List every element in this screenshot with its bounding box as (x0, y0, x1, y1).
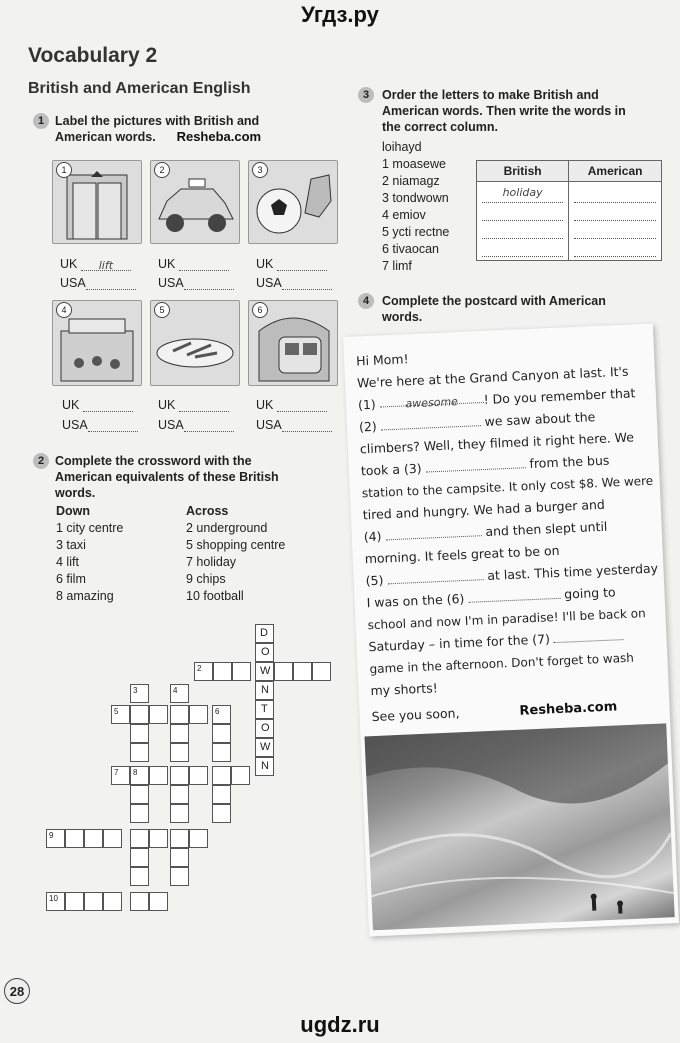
crossword-cell[interactable] (46, 829, 65, 848)
crossword-cell[interactable] (189, 766, 208, 785)
crossword-cell[interactable] (65, 829, 84, 848)
crossword-cell[interactable] (212, 743, 231, 762)
answer-line[interactable] (482, 203, 563, 221)
crossword-cell[interactable] (170, 684, 189, 703)
pic3-usa-answer[interactable] (282, 277, 332, 290)
crossword-cell[interactable] (255, 643, 274, 662)
across-clue: 5 shopping centre (186, 538, 286, 552)
crossword-cell[interactable] (130, 684, 149, 703)
gap-number: took a (3) (360, 460, 422, 479)
clue-number: 10 (49, 894, 58, 903)
postcard-line: my shorts! (370, 680, 438, 699)
crossword-cell[interactable] (274, 662, 293, 681)
crossword-cell[interactable] (170, 848, 189, 867)
gap-2[interactable] (380, 412, 481, 430)
postcard-line: school and now I'm in paradise! I'll be back on (367, 606, 646, 633)
pic5-usa-label (158, 418, 234, 432)
crossword-cell[interactable] (255, 662, 274, 681)
picture-number: 6 (252, 302, 268, 318)
crossword-cell[interactable] (84, 892, 103, 911)
pic6-usa-answer[interactable] (282, 419, 332, 432)
across-title: Across (186, 504, 229, 518)
scrambled-word: 4 emiov (382, 208, 426, 222)
clue-number: 9 (49, 831, 54, 840)
ex3-line2: American words. Then write the words in (382, 104, 626, 118)
crossword-cell[interactable] (255, 719, 274, 738)
pic5-uk-label (158, 398, 229, 412)
crossword-cell[interactable] (170, 766, 189, 785)
uk-label: UK (158, 257, 176, 271)
scrambled-word: 2 niamagz (382, 174, 440, 188)
example-word: loihayd (382, 140, 422, 154)
pic4-usa-label (62, 418, 138, 432)
crossword-cell[interactable] (149, 829, 168, 848)
picture-number: 2 (154, 162, 170, 178)
page-title: Vocabulary 2 (28, 44, 158, 67)
uk-label: UK (158, 398, 176, 412)
ex4-line1: Complete the postcard with American (382, 294, 606, 308)
crossword-cell[interactable] (170, 785, 189, 804)
postcard-text-fragment: we saw about the (484, 409, 596, 429)
across-clue: 10 football (186, 589, 244, 603)
down-title: Down (56, 504, 91, 518)
crossword-cell[interactable] (212, 724, 231, 743)
scrambled-word: 1 moasewe (382, 157, 446, 171)
cell-letter: T (261, 703, 268, 715)
page-number: 28 (4, 978, 30, 1004)
crossword-cell[interactable] (170, 829, 189, 848)
pic6-usa-label (256, 418, 332, 432)
crossword-cell[interactable] (170, 724, 189, 743)
uk-label: UK (62, 398, 80, 412)
watermark: Resheba.com (519, 699, 618, 719)
handwritten-answer: holiday (502, 186, 543, 199)
uk-label: UK (256, 398, 274, 412)
crossword-cell[interactable] (189, 829, 208, 848)
down-clue: 6 film (56, 572, 86, 586)
pic4-uk-answer[interactable] (83, 399, 133, 412)
postcard-line: morning. It feels great to be on (364, 542, 560, 567)
clue-number: 7 (114, 768, 119, 777)
pic1-usa-answer[interactable] (86, 277, 136, 290)
ex1-line2: American words. (55, 130, 156, 144)
crossword-cell[interactable] (231, 766, 250, 785)
ex2-line3: words. (55, 486, 96, 500)
crossword-cell[interactable] (212, 804, 231, 823)
ex4-line2: words. (382, 310, 423, 324)
watermark: Resheba.com (176, 129, 262, 144)
scrambled-word: 5 ycti rectne (382, 225, 450, 239)
postcard-text-fragment: Saturday – in time for the (7) (368, 631, 551, 655)
gap-4[interactable] (385, 522, 482, 540)
crossword-cell[interactable] (103, 829, 122, 848)
uk-label: UK (60, 257, 78, 271)
exercise-number-2: 2 (33, 453, 49, 469)
pic1-uk-label (60, 257, 131, 271)
crossword-cell[interactable] (149, 766, 168, 785)
exercise-2-instruction (55, 453, 325, 501)
exercise-number-1: 1 (33, 113, 49, 129)
ex1-line1: Label the pictures with British and (55, 114, 260, 128)
pic2-uk-label (158, 257, 229, 271)
crossword-cell[interactable] (65, 892, 84, 911)
crossword-cell[interactable] (312, 662, 331, 681)
answer-line[interactable] (482, 239, 563, 257)
cell-letter: N (261, 684, 269, 696)
pic3-uk-label (256, 257, 327, 271)
pic2-usa-label (158, 276, 234, 290)
usa-label: USA (158, 418, 184, 432)
postcard-line: climbers? Well, they filmed it right here. We (359, 429, 635, 457)
cell-letter: O (261, 722, 270, 734)
down-clue: 4 lift (56, 555, 79, 569)
postcard (343, 324, 679, 937)
postcard-line: game in the afternoon. Don't forget to wash (369, 650, 635, 677)
handwritten-answer: awesome (405, 395, 459, 411)
postcard-text-fragment: I was on the (6) (366, 591, 465, 611)
gap-6[interactable] (468, 585, 561, 603)
crossword-cell[interactable] (130, 705, 149, 724)
clue-number: 5 (114, 707, 119, 716)
crossword-cell[interactable] (130, 867, 149, 886)
usa-label: USA (60, 276, 86, 290)
crossword-cell[interactable] (130, 829, 149, 848)
exercise-4-instruction (382, 293, 672, 325)
uk-label: UK (256, 257, 274, 271)
crossword-cell[interactable] (84, 829, 103, 848)
cell-letter: W (260, 741, 271, 753)
pic1-usa-label (60, 276, 136, 290)
postcard-text (356, 338, 669, 756)
clue-number: 8 (133, 768, 138, 777)
pic1-uk-answer[interactable] (81, 258, 131, 271)
pic5-uk-answer[interactable] (179, 399, 229, 412)
postcard-text-fragment: and then slept until (485, 518, 608, 540)
ex3-line3: the correct column. (382, 120, 498, 134)
crossword-cell[interactable] (130, 766, 149, 785)
postcard-line: tired and hungry. We had a burger and (362, 496, 606, 523)
picture-number: 4 (56, 302, 72, 318)
exercise-number-4: 4 (358, 293, 374, 309)
col-american: American (569, 161, 662, 182)
gap-3[interactable] (425, 454, 526, 472)
crossword-cell[interactable] (170, 705, 189, 724)
answer-line[interactable] (574, 239, 656, 257)
british-american-table (476, 160, 662, 261)
answer-line[interactable] (574, 221, 656, 239)
answer-line[interactable] (574, 203, 656, 221)
postcard-text-fragment: going to (563, 584, 616, 602)
crossword-cell[interactable] (212, 766, 231, 785)
pic5-usa-answer[interactable] (184, 419, 234, 432)
crossword-cell[interactable] (111, 766, 130, 785)
site-header: Угдз.ру (301, 2, 379, 27)
across-clues (186, 503, 285, 605)
scrambled-word: 7 limf (382, 259, 412, 273)
picture-number: 1 (56, 162, 72, 178)
usa-label: USA (158, 276, 184, 290)
crossword-cell[interactable] (212, 705, 231, 724)
crossword-cell[interactable] (293, 662, 312, 681)
picture-number: 5 (154, 302, 170, 318)
crossword-cell[interactable] (255, 700, 274, 719)
postcard-line: station to the campsite. It only cost $8. We were (361, 473, 654, 501)
site-footer: ugdz.ru (300, 1012, 380, 1037)
crossword-cell[interactable] (212, 785, 231, 804)
clue-number: 2 (197, 664, 202, 673)
crossword-cell[interactable] (130, 785, 149, 804)
cell-letter: O (261, 646, 270, 658)
pic2-uk-answer[interactable] (179, 258, 229, 271)
scrambled-list (382, 139, 449, 275)
gap-number: (2) (358, 418, 378, 435)
ex2-line1: Complete the crossword with the (55, 454, 252, 468)
handwritten-answer: lift (98, 259, 114, 272)
grand-canyon-photo (365, 723, 675, 930)
crossword-cell[interactable] (149, 705, 168, 724)
pic6-uk-label (256, 398, 327, 412)
crossword-cell[interactable] (130, 848, 149, 867)
pic3-uk-answer[interactable] (277, 258, 327, 271)
pic3-usa-label (256, 276, 332, 290)
col-british: British (477, 161, 569, 182)
cell-letter: W (260, 665, 271, 677)
postcard-text-fragment: at last. This time yesterday (486, 560, 659, 583)
pic6-uk-answer[interactable] (277, 399, 327, 412)
crossword-cell[interactable] (194, 662, 213, 681)
pic4-uk-label (62, 398, 133, 412)
scrambled-word: 6 tivaocan (382, 242, 439, 256)
postcard-line: We're here at the Grand Canyon at last. It's (356, 363, 629, 391)
cell-letter: D (260, 627, 268, 639)
pic2-usa-answer[interactable] (184, 277, 234, 290)
across-clue: 7 holiday (186, 555, 237, 569)
usa-label: USA (62, 418, 88, 432)
ex2-line2: American equivalents of these British (55, 470, 279, 484)
gap-7[interactable] (553, 626, 624, 643)
gap-number: (1) (357, 396, 377, 413)
scrambled-word: 3 tondwown (382, 191, 449, 205)
pic4-usa-answer[interactable] (88, 419, 138, 432)
exercise-1-instruction (55, 113, 315, 145)
crossword-cell[interactable] (149, 892, 168, 911)
usa-label: USA (256, 276, 282, 290)
crossword-cell[interactable] (130, 804, 149, 823)
gap-5[interactable] (387, 566, 484, 584)
crossword-cell[interactable] (130, 724, 149, 743)
crossword-cell[interactable] (46, 892, 65, 911)
gap-number: (4) (363, 528, 382, 545)
crossword-cell[interactable] (130, 892, 149, 911)
clue-number: 6 (215, 707, 220, 716)
picture-number: 3 (252, 162, 268, 178)
crossword-cell[interactable] (170, 867, 189, 886)
down-clues (56, 503, 123, 605)
ex3-line1: Order the letters to make British and (382, 88, 599, 102)
across-clue: 2 underground (186, 521, 268, 535)
usa-label: USA (256, 418, 282, 432)
down-clue: 3 taxi (56, 538, 86, 552)
canyon-landscape-icon (365, 723, 675, 930)
exercise-3-instruction (382, 87, 672, 135)
crossword-cell[interactable] (103, 892, 122, 911)
gap-number: (5) (365, 572, 384, 589)
down-clue: 1 city centre (56, 521, 124, 535)
american-column-cell[interactable] (569, 182, 662, 261)
answer-line[interactable] (482, 185, 563, 203)
crossword-cell[interactable] (213, 662, 232, 681)
crossword-cell[interactable] (255, 681, 274, 700)
crossword-cell[interactable] (189, 705, 208, 724)
postcard-text-fragment: ! Do you remember that (483, 385, 636, 407)
crossword-cell[interactable] (232, 662, 251, 681)
crossword-cell[interactable] (170, 804, 189, 823)
answer-line[interactable] (482, 221, 563, 239)
crossword-cell[interactable] (255, 738, 274, 757)
crossword-cell[interactable] (170, 743, 189, 762)
postcard-greeting: Hi Mom! (355, 351, 409, 369)
clue-number: 4 (173, 686, 178, 695)
answer-line[interactable] (574, 185, 656, 203)
crossword-cell[interactable] (130, 743, 149, 762)
clue-number: 3 (133, 686, 138, 695)
crossword-cell[interactable] (255, 757, 274, 776)
crossword-cell[interactable] (111, 705, 130, 724)
down-clue: 8 amazing (56, 589, 114, 603)
across-clue: 9 chips (186, 572, 226, 586)
page-subtitle: British and American English (28, 80, 251, 97)
postcard-text-fragment: from the bus (529, 452, 610, 472)
exercise-number-3: 3 (358, 87, 374, 103)
postcard-signoff: See you soon, (371, 705, 460, 725)
cell-letter: N (261, 760, 269, 772)
crossword-cell[interactable] (255, 624, 274, 643)
british-column-cell[interactable] (477, 182, 569, 261)
